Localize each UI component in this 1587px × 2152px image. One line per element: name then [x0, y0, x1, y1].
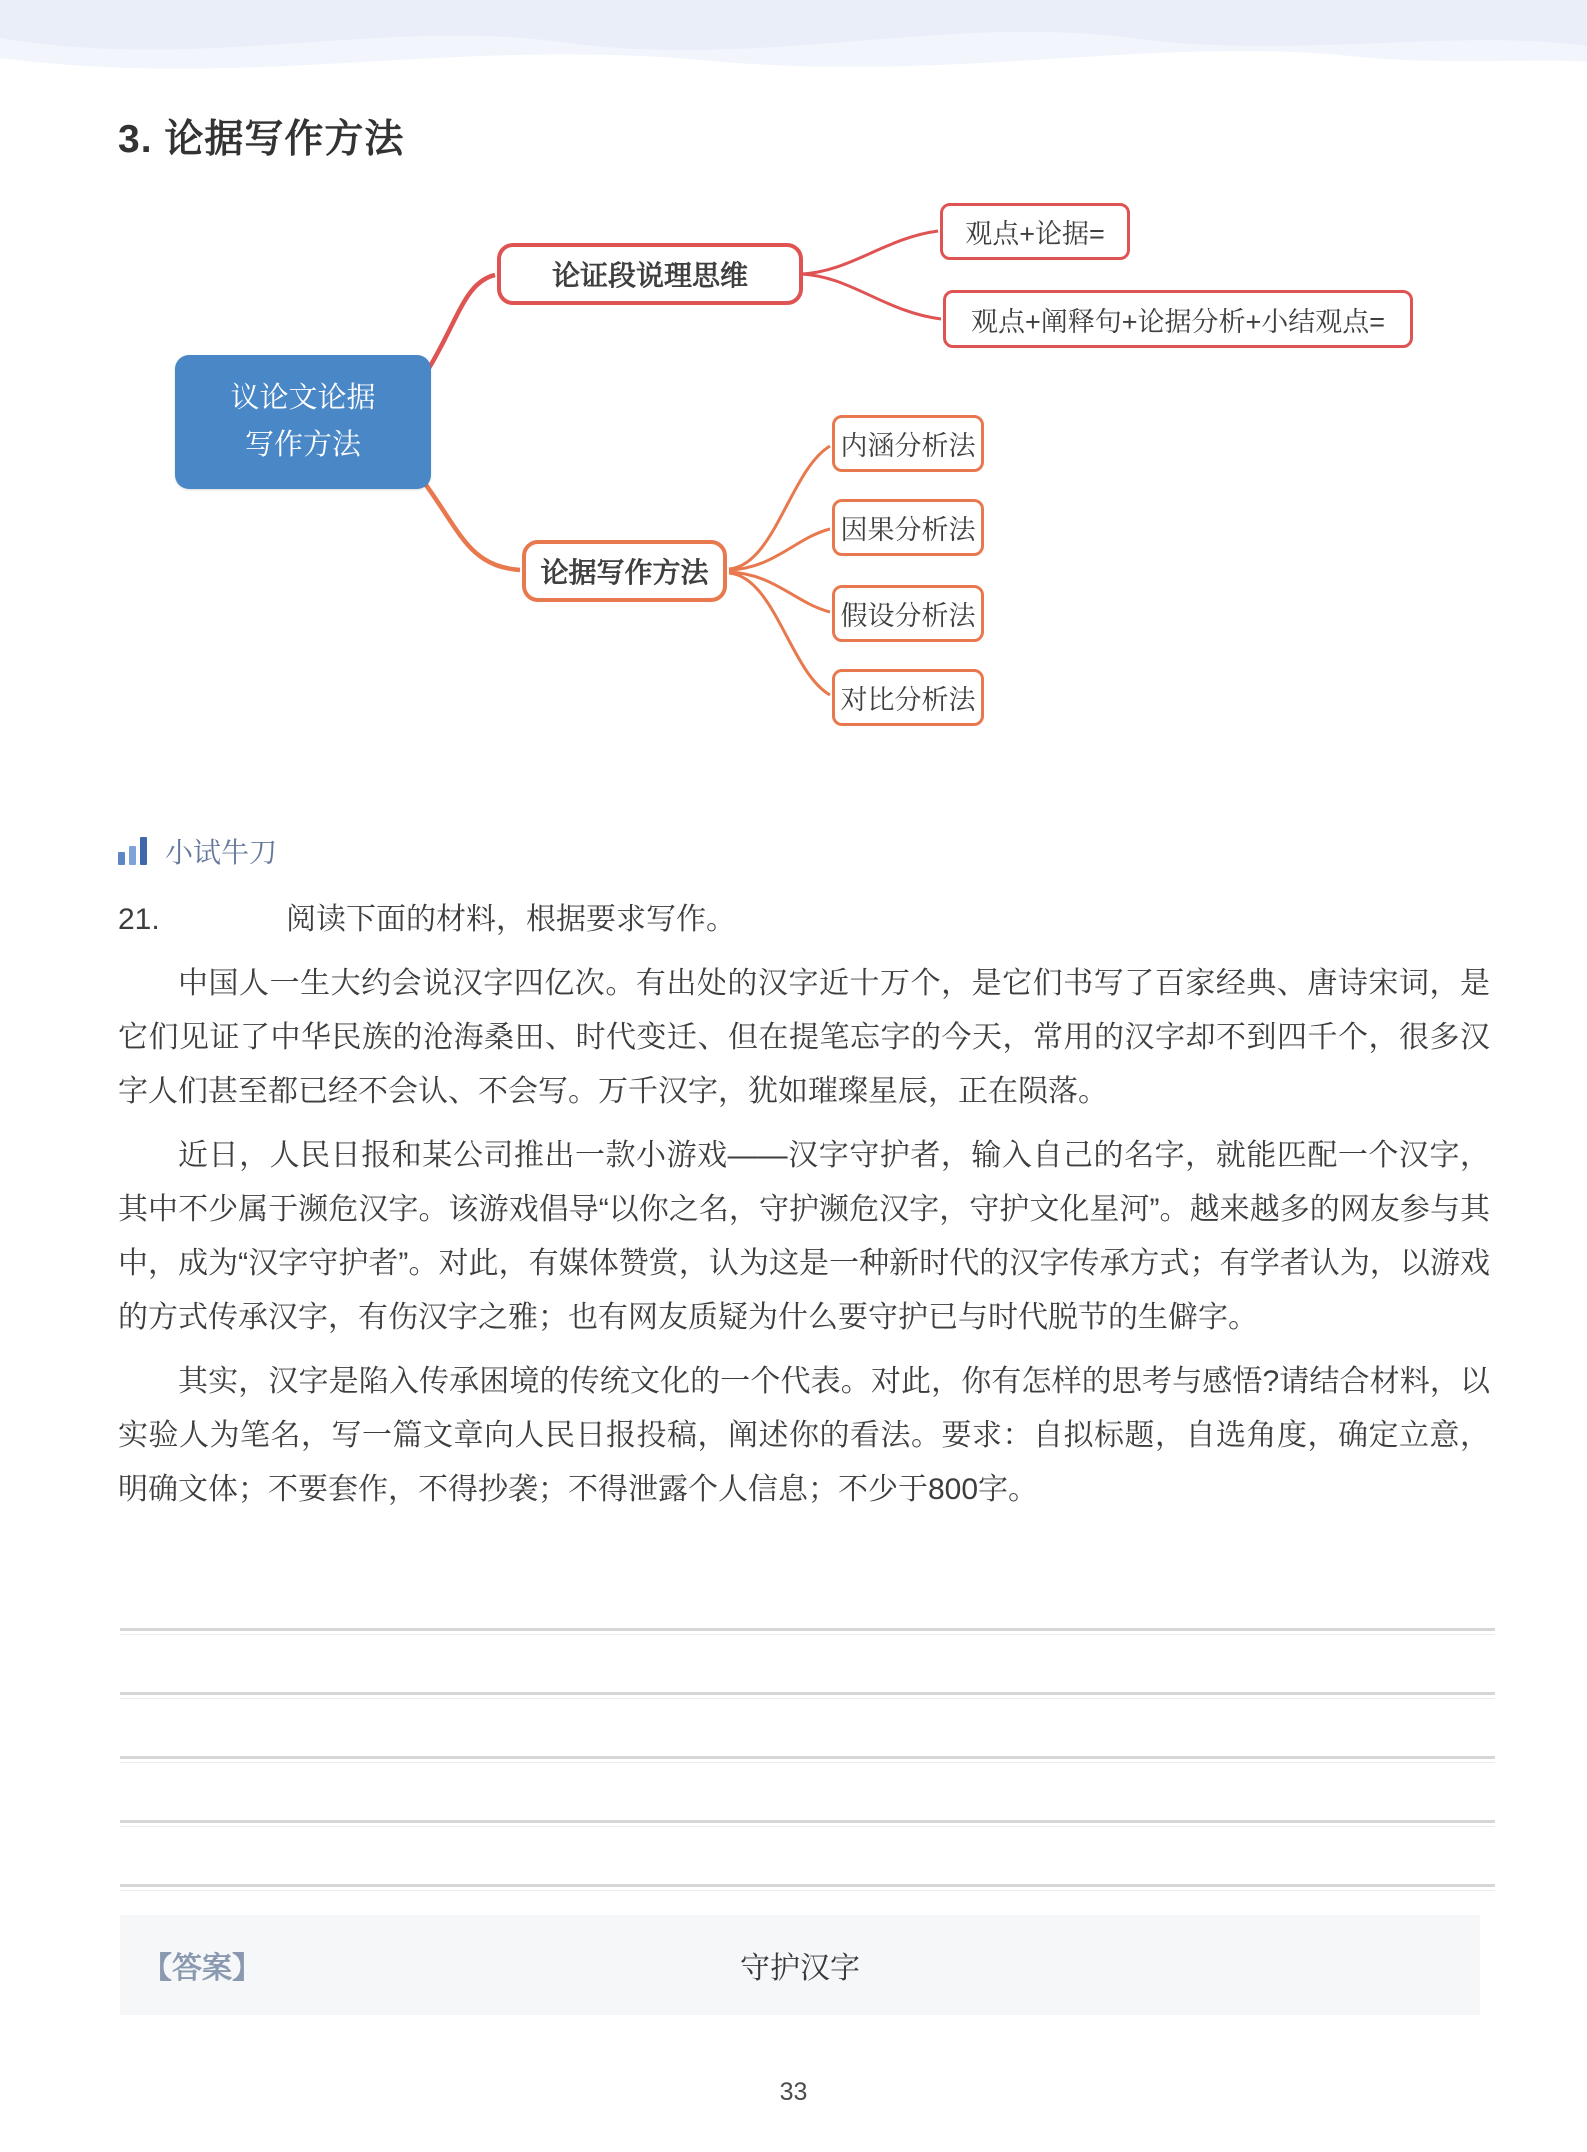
question-number: 21.	[118, 903, 160, 936]
writing-line	[120, 1692, 1495, 1699]
mindmap-leaf-formula-2: 观点+阐释句+论据分析+小结观点=	[943, 290, 1413, 348]
mindmap-leaf-method-1: 内涵分析法	[832, 415, 984, 472]
question-prompt: 阅读下面的材料，根据要求写作。	[286, 903, 736, 936]
mindmap-diagram	[0, 0, 1587, 760]
mindmap-branch-methods: 论据写作方法	[522, 540, 727, 602]
question-prompt-line	[118, 893, 1490, 947]
page-number: 33	[779, 2078, 808, 2106]
material-paragraph: 近日，人民日报和某公司推出一款小游戏——汉字守护者，输入自己的名字，就能匹配一个汉字，其中不少属于濒危汉字。该游戏倡导“以你之名，守护濒危汉字，守护文化星河”。越来越多的网友参与其中，成为“汉字守护者”。对此，有媒体赞赏，认为这是一种新时代的汉字传承方式；有学者认为，以游戏的方式传承汉字，有伤汉字之雅；也有网友质疑为什么要守护已与时代脱节的生僻字。	[118, 1139, 1490, 1334]
writing-line	[120, 1628, 1495, 1635]
mindmap-leaf-method-4: 对比分析法	[832, 669, 984, 726]
answer-box	[120, 1915, 1480, 2015]
answer-label: 【答案】	[142, 1952, 262, 1985]
mindmap-leaf-method-3: 假设分析法	[832, 585, 984, 642]
section-label: 小试牛刀	[165, 837, 278, 868]
mindmap-root-node	[175, 355, 431, 489]
page-title: 3. 论据写作方法	[118, 118, 405, 161]
mindmap-root-line1: 议论文论据	[230, 382, 376, 414]
mindmap-root-line2: 写作方法	[244, 429, 361, 461]
mindmap-leaf-formula-1: 观点+论据=	[940, 203, 1130, 260]
bar-chart-icon	[118, 837, 151, 865]
mindmap-branch-reasoning: 论证段说理思维	[497, 243, 803, 305]
question-block	[118, 893, 1490, 1517]
writing-line	[120, 1820, 1495, 1827]
answer-essay-title: 守护汉字	[740, 1952, 860, 1985]
mindmap-leaf-method-2: 因果分析法	[832, 499, 984, 556]
writing-line	[120, 1756, 1495, 1763]
material-paragraph: 其实，汉字是陷入传承困境的传统文化的一个代表。对此，你有怎样的思考与感悟?请结合材料，以实验人为笔名，写一篇文章向人民日报投稿，阐述你的看法。要求：自拟标题，自选角度，确定立意，明确文体；不要套作，不得抄袭；不得泄露个人信息；不少于800字。	[118, 1365, 1490, 1506]
section-header	[118, 831, 277, 871]
writing-line	[120, 1884, 1495, 1891]
material-paragraph: 中国人一生大约会说汉字四亿次。有出处的汉字近十万个，是它们书写了百家经典、唐诗宋词，是它们见证了中华民族的沧海桑田、时代变迁、但在提笔忘字的今天，常用的汉字却不到四千个，很多汉字人们甚至都已经不会认、不会写。万千汉字，犹如璀璨星辰，正在陨落。	[118, 967, 1490, 1108]
